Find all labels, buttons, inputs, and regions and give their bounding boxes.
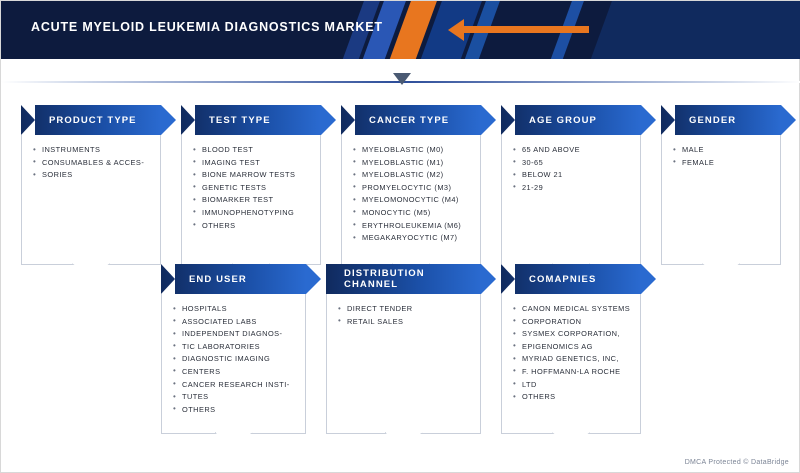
- list-item: • IMAGING TEST: [192, 157, 312, 169]
- list-item: • OTHERS: [172, 404, 297, 416]
- segment-title: COMAPNIES: [529, 273, 597, 285]
- list-item: • 30-65: [512, 157, 632, 169]
- list-item-cont: • TUTES: [172, 391, 297, 403]
- segment-header: [341, 105, 481, 135]
- segment-title: CANCER TYPE: [369, 114, 450, 126]
- segment-body: [501, 294, 641, 434]
- list-item: • BELOW 21: [512, 169, 632, 181]
- list-item: • DIAGNOSTIC IMAGING: [172, 353, 297, 365]
- list-item: • SYSMEX CORPORATION,: [512, 328, 632, 340]
- list-item: • HOSPITALS: [172, 303, 297, 315]
- card-bottom-notch: [385, 432, 423, 447]
- list-item: • PROMYELOCYTIC (M3): [352, 182, 472, 194]
- segment-header: [326, 264, 481, 294]
- card-bottom-notch: [215, 432, 253, 447]
- segment-list: [512, 144, 632, 193]
- list-item: • BIOMARKER TEST: [192, 194, 312, 206]
- segment-list: [192, 144, 312, 231]
- list-item: • MYELOBLASTIC (M2): [352, 169, 472, 181]
- list-item: • INDEPENDENT DIAGNOS-: [172, 328, 297, 340]
- segment-body: [161, 294, 306, 434]
- page-title: ACUTE MYELOID LEUKEMIA DIAGNOSTICS MARKET: [31, 20, 383, 34]
- list-item: • FEMALE: [672, 157, 772, 169]
- segment-body: [661, 135, 781, 265]
- segment-title: DISTRIBUTION CHANNEL: [344, 268, 425, 290]
- list-item: • DIRECT TENDER: [337, 303, 472, 315]
- segment-title: GENDER: [689, 114, 737, 126]
- segment-card-product-type[interactable]: [21, 105, 161, 265]
- card-bottom-notch: [552, 432, 590, 447]
- left-arrow-icon: [448, 19, 464, 41]
- list-item: • EPIGENOMICS AG: [512, 341, 632, 353]
- list-item: • INSTRUMENTS: [32, 144, 152, 156]
- header-banner: [1, 1, 800, 59]
- segment-title: PRODUCT TYPE: [49, 114, 137, 126]
- list-item: • IMMUNOPHENOTYPING: [192, 207, 312, 219]
- list-item-cont: • SORIES: [32, 169, 152, 181]
- segment-list: [672, 144, 772, 168]
- chevron-down-icon: [393, 73, 411, 85]
- segment-list: [172, 303, 297, 415]
- list-item: • MONOCYTIC (M5): [352, 207, 472, 219]
- list-item-cont: • LTD: [512, 379, 632, 391]
- list-item: • MYELOBLASTIC (M1): [352, 157, 472, 169]
- list-item: • MYRIAD GENETICS, INC,: [512, 353, 632, 365]
- segment-header: [181, 105, 321, 135]
- segment-body: [341, 135, 481, 265]
- segment-list: [512, 303, 632, 403]
- segment-header: [661, 105, 781, 135]
- segment-card-companies[interactable]: [501, 264, 641, 434]
- segment-list: [32, 144, 152, 181]
- list-item: • MEGAKARYOCYTIC (M7): [352, 232, 472, 244]
- list-item: • 65 AND ABOVE: [512, 144, 632, 156]
- segment-title: TEST TYPE: [209, 114, 271, 126]
- card-bottom-notch: [72, 263, 110, 278]
- list-item: • ASSOCIATED LABS: [172, 316, 297, 328]
- segment-header: [501, 264, 641, 294]
- list-item: • CONSUMABLES & ACCES-: [32, 157, 152, 169]
- segment-card-test-type[interactable]: [181, 105, 321, 265]
- list-item: • CANCER RESEARCH INSTI-: [172, 379, 297, 391]
- card-bottom-notch: [702, 263, 740, 278]
- segment-header: [501, 105, 641, 135]
- segment-body: [21, 135, 161, 265]
- list-item: • MALE: [672, 144, 772, 156]
- segment-header: [161, 264, 306, 294]
- left-arrow-bar: [464, 26, 589, 33]
- segment-list: [337, 303, 472, 327]
- list-item: • BIONE MARROW TESTS: [192, 169, 312, 181]
- list-item: • F. HOFFMANN-LA ROCHE: [512, 366, 632, 378]
- list-item: • RETAIL SALES: [337, 316, 472, 328]
- list-item: • MYELOMONOCYTIC (M4): [352, 194, 472, 206]
- list-item: • OTHERS: [512, 391, 632, 403]
- list-item: • ERYTHROLEUKEMIA (M6): [352, 220, 472, 232]
- segment-body: [501, 135, 641, 265]
- segment-body: [326, 294, 481, 434]
- list-item: • GENETIC TESTS: [192, 182, 312, 194]
- segment-header: [21, 105, 161, 135]
- segment-list: [352, 144, 472, 244]
- segment-card-distribution-channel[interactable]: [326, 264, 481, 434]
- list-item: • OTHERS: [192, 220, 312, 232]
- header-stripe-dark: [583, 1, 800, 59]
- list-item-cont: • CORPORATION: [512, 316, 632, 328]
- segment-card-end-user[interactable]: [161, 264, 306, 434]
- list-item: • CANON MEDICAL SYSTEMS: [512, 303, 632, 315]
- segment-card-gender[interactable]: [661, 105, 781, 265]
- segment-title: AGE GROUP: [529, 114, 597, 126]
- copyright-note: DMCA Protected © DataBridge: [684, 459, 789, 466]
- list-item: • 21-29: [512, 182, 632, 194]
- segment-body: [181, 135, 321, 265]
- list-item: • MYELOBLASTIC (M0): [352, 144, 472, 156]
- list-item-cont: • TIC LABORATORIES: [172, 341, 297, 353]
- list-item: • BLOOD TEST: [192, 144, 312, 156]
- list-item-cont: • CENTERS: [172, 366, 297, 378]
- segment-card-age-group[interactable]: [501, 105, 641, 265]
- segment-title: END USER: [189, 273, 247, 285]
- segment-card-cancer-type[interactable]: [341, 105, 481, 265]
